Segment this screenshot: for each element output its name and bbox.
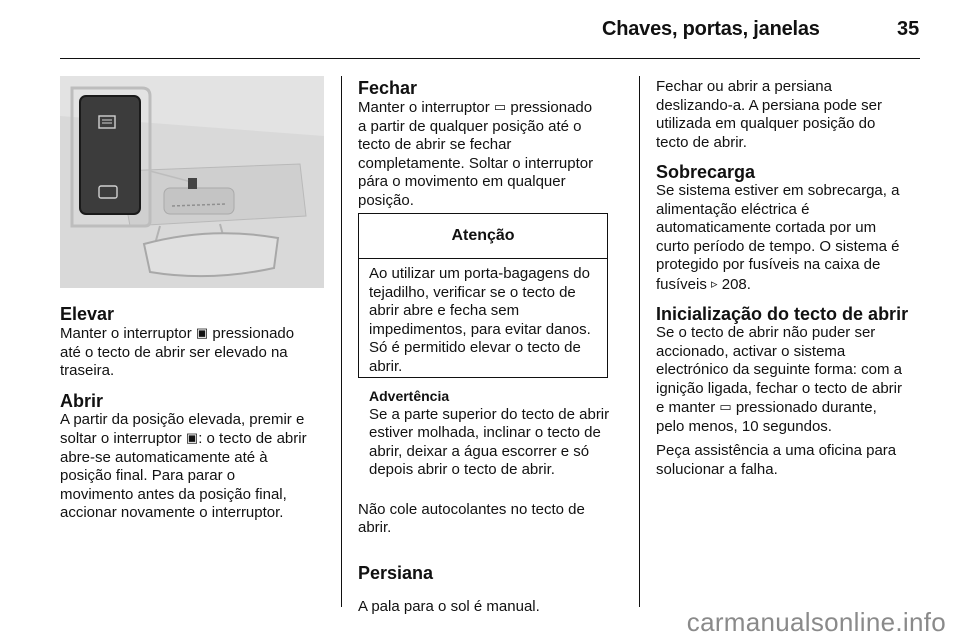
fechar-text: Manter o interruptor ▭ pressionado a partir de qualquer posição até o tecto de abrir se fechar completamente. Soltar o interruptor pára o movimento em qualquer posição. xyxy=(358,99,594,209)
heading-inicializacao: Inicialização do tecto de abrir xyxy=(656,304,909,324)
column-divider-2 xyxy=(639,76,640,607)
column-1 xyxy=(60,304,332,523)
attention-box xyxy=(358,213,608,378)
column-divider-1 xyxy=(341,76,342,607)
persiana-continued-text: Fechar ou abrir a persiana deslizando-a. A persiana pode ser utilizada em qualquer posição do tecto de abrir. xyxy=(656,78,882,151)
heading-elevar: Elevar xyxy=(60,304,115,324)
header-rule xyxy=(60,58,920,59)
page-number: 35 xyxy=(897,18,920,40)
sunroof-switch-illustration xyxy=(60,76,324,288)
inicializacao-text: Se o tecto de abrir não puder ser accionado, activar o sistema electrónico da seguinte forma: com a ignição ligada, fechar o tecto de abrir e manter ▭ pressionado durante, pelo menos, 10 segundos. xyxy=(656,324,902,435)
column-2 xyxy=(358,78,630,210)
attention-title: Atenção xyxy=(359,214,607,259)
heading-fechar: Fechar xyxy=(358,78,418,98)
sunroof-close-switch-icon: ▭ xyxy=(493,99,507,114)
heading-abrir: Abrir xyxy=(60,390,104,411)
note-section xyxy=(358,387,628,631)
abrir-text: A partir da posição elevada, premir e soltar o interruptor ▣: o tecto de abrir abre-se automaticamente até à posição final. Para parar o movimento antes da posição final, accionar novamente o interruptor. xyxy=(60,410,307,521)
note-title: Advertência xyxy=(369,388,450,404)
page-reference-arrow-icon: ▹ xyxy=(711,275,718,291)
assistencia-text: Peça assistência a uma oficina para solucionar a falha. xyxy=(656,442,897,478)
sobrecarga-text: Se sistema estiver em sobrecarga, a alimentação eléctrica é automaticamente cortada por um curto período de tempo. O sistema é protegido por fusíveis na caixa de fusíveis ▹ 208. xyxy=(656,182,900,293)
page-header-title: Chaves, portas, janelas xyxy=(602,18,820,40)
attention-text: Ao utilizar um porta-bagagens do tejadilho, verificar se o tecto de abrir abre e fecha sem impedimentos, para evitar danos. Só é permitido elevar o tecto de abrir. xyxy=(369,265,591,375)
heading-persiana: Persiana xyxy=(358,562,434,583)
sunroof-tilt-switch-icon: ▣ xyxy=(185,430,199,445)
column-3 xyxy=(656,78,928,479)
sunroof-close-switch-icon: ▭ xyxy=(719,399,732,414)
watermark: carmanualsonline.info xyxy=(686,607,946,637)
sunroof-tilt-switch-icon: ▣ xyxy=(195,325,209,340)
note-text: Se a parte superior do tecto de abrir estiver molhada, inclinar o tecto de abrir, deixar a água escorrer e só depois abrir o tecto de abrir. xyxy=(369,405,610,478)
stickers-text: Não cole autocolantes no tecto de abrir. xyxy=(358,500,585,536)
heading-sobrecarga: Sobrecarga xyxy=(656,162,756,182)
persiana-text: A pala para o sol é manual. xyxy=(358,597,540,615)
elevar-text: Manter o interruptor ▣ pressionado até o tecto de abrir ser elevado na traseira. xyxy=(60,325,295,379)
